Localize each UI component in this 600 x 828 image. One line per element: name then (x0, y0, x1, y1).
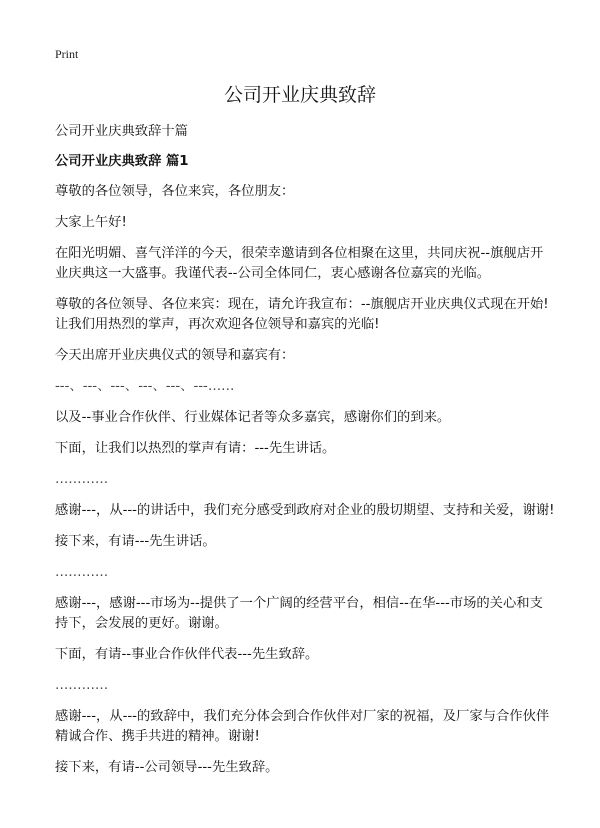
paragraph-greeting: 尊敬的各位领导，各位来宾，各位朋友： (55, 184, 295, 199)
paragraph: 以及--事业合作伙伴、行业媒体记者等众多嘉宾，感谢你们的到来。 (55, 410, 451, 425)
ellipsis-separator: ………… (55, 565, 109, 580)
section-heading: 公司开业庆典致辞 篇1 (55, 154, 189, 169)
paragraph: 下面，有请--事业合作伙伴代表---先生致辞。 (55, 647, 319, 662)
paragraph: 尊敬的各位领导、各位来宾：现在，请允许我宣布：--旗舰店开业庆典仪式现在开始!让我们用热烈的掌声，再次欢迎各位领导和嘉宾的光临! (55, 297, 549, 332)
guest-list-placeholder: ---、---、---、---、---、---…… (55, 379, 235, 394)
ellipsis-separator: ………… (55, 678, 109, 693)
paragraph: 接下来，有请--公司领导---先生致辞。 (55, 760, 279, 775)
print-link[interactable]: Print (55, 47, 79, 61)
paragraph: 在阳光明媚、喜气洋洋的今天，很荣幸邀请到各位相聚在这里，共同庆祝--旗舰店开业庆典这一大盛事。我谨代表--公司全体同仁，衷心感谢各位嘉宾的光临。 (55, 246, 544, 281)
ellipsis-separator: ………… (55, 472, 109, 487)
paragraph: 今天出席开业庆典仪式的领导和嘉宾有： (55, 348, 295, 363)
document-subtitle: 公司开业庆典致辞十篇 (55, 124, 188, 139)
paragraph: 下面，让我们以热烈的掌声有请：---先生讲话。 (55, 441, 336, 456)
document-body (55, 122, 555, 789)
document-title: 公司开业庆典致辞 (223, 84, 376, 106)
paragraph: 感谢---，感谢---市场为--提供了一个广阔的经营平台，相信--在华---市场的关心和支持下，会发展的更好。谢谢。 (55, 596, 543, 631)
paragraph: 感谢---，从---的讲话中，我们充分感受到政府对企业的殷切期望、支持和关爱，谢谢! (55, 503, 555, 518)
paragraph-good-morning: 大家上午好! (55, 215, 127, 230)
paragraph: 感谢---，从---的致辞中，我们充分体会到合作伙伴对厂家的祝福，及厂家与合作伙伴精诚合作、携手共进的精神。谢谢! (55, 709, 550, 744)
paragraph: 接下来，有请---先生讲话。 (55, 534, 216, 549)
